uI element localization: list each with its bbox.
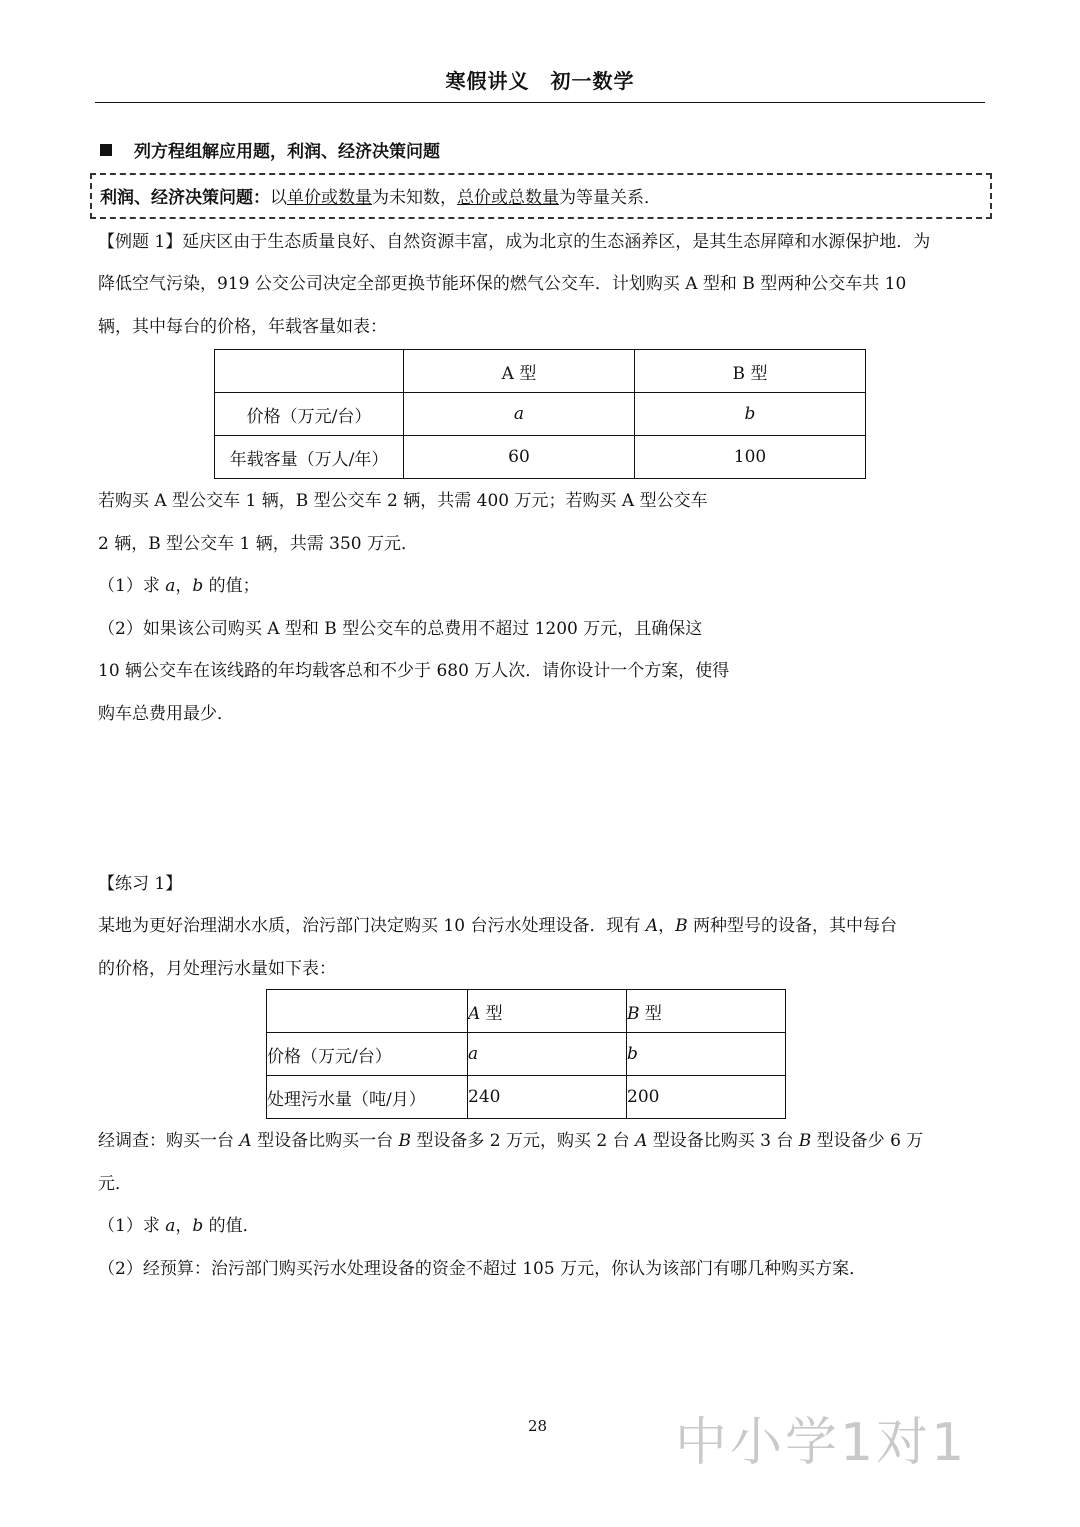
example1-line: 降低空气污染，919 公交公司决定全部更换节能环保的燃气公交车．计划购买 A 型和 B 型两种公交车共 10 <box>98 274 907 294</box>
example1-line: 【例题 1】延庆区由于生态质量良好、自然资源丰富，成为北京的生态涵养区，是其生态屏障和水源保护地．为 <box>98 232 931 252</box>
practice1-q1: （1）求 a，b 的值． <box>98 1216 260 1236</box>
example1-q2-line: 10 辆公交车在该线路的年均载客总和不少于 680 万人次．请你设计一个方案，使得 <box>98 661 730 681</box>
tip-label: 利润、经济决策问题： <box>100 188 270 208</box>
tip-text: 利润、经济决策问题：以单价或数量为未知数，总价或总数量为等量关系． <box>100 188 661 208</box>
table-row: 价格（万元/台） a b <box>267 1033 786 1076</box>
example1-q2-line: （2）如果该公司购买 A 型和 B 型公交车的总费用不超过 1200 万元，且确保这 <box>98 619 703 639</box>
example1-table <box>214 349 866 479</box>
header-title: 寒假讲义 初一数学 <box>445 69 635 93</box>
table-row: A 型 B 型 <box>215 350 866 393</box>
practice1-line2: 的价格，月处理污水量如下表： <box>98 959 336 979</box>
example1-q1: （1）求 a，b 的值； <box>98 576 260 596</box>
practice1-survey-line: 经调查：购买一台 A 型设备比购买一台 B 型设备多 2 万元，购买 2 台 A 型设备比购买 3 台 B 型设备少 6 万 <box>98 1131 924 1151</box>
section-title-text: 列方程组解应用题，利润、经济决策问题 <box>134 142 440 162</box>
practice1-q2: （2）经预算：治污部门购买污水处理设备的资金不超过 105 万元，你认为该部门有哪几种购买方案． <box>98 1259 867 1279</box>
table-row: 处理污水量（吨/月） 240 200 <box>267 1076 786 1119</box>
page-header <box>95 66 985 103</box>
table-row: 价格（万元/台） a b <box>215 393 866 436</box>
watermark: 中小学1对1 <box>675 1413 968 1473</box>
practice1-survey-line2: 元． <box>98 1174 132 1194</box>
square-bullet-icon <box>100 144 112 156</box>
example1-after-line: 若购买 A 型公交车 1 辆，B 型公交车 2 辆，共需 400 万元；若购买 A 型公交车 <box>98 491 708 511</box>
tip-box <box>90 173 992 219</box>
section-title <box>100 140 440 164</box>
table-row: 年载客量（万人/年） 60 100 <box>215 436 866 479</box>
practice1-title: 【练习 1】 <box>98 874 183 894</box>
example1-q2-line: 购车总费用最少． <box>98 704 234 724</box>
table-row: A 型 B 型 <box>267 990 786 1033</box>
example1-after-line: 2 辆，B 型公交车 1 辆，共需 350 万元． <box>98 534 418 554</box>
page-number: 28 <box>528 1417 548 1435</box>
practice1-table <box>266 989 786 1119</box>
practice1-line1: 某地为更好治理湖水水质，治污部门决定购买 10 台污水处理设备．现有 A，B 两种型号的设备，其中每台 <box>98 916 898 936</box>
example1-line: 辆，其中每台的价格，年载客量如表： <box>98 317 387 337</box>
